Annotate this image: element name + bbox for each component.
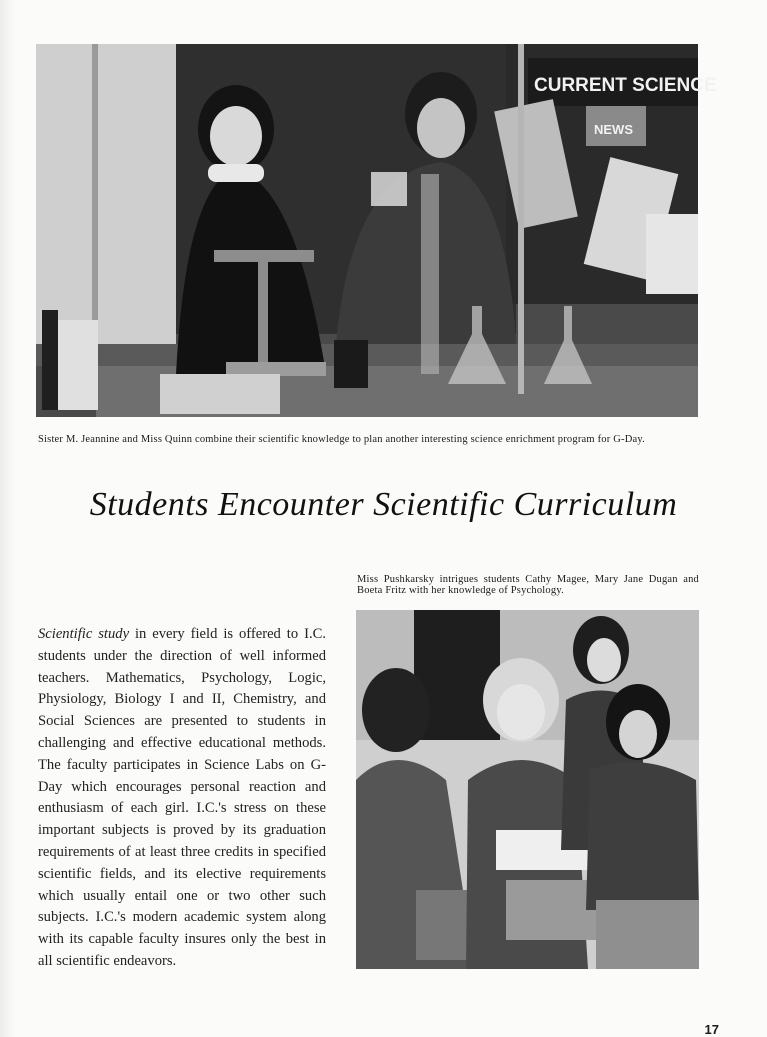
top-photo-caption: Sister M. Jeannine and Miss Quinn combine their scientific knowledge to plan another interesting science enrichment program for G-Day. — [38, 434, 645, 445]
article-lead: Scientific study — [38, 626, 130, 642]
page-title: Students Encounter Scientific Curriculum — [89, 486, 678, 523]
page-number: 17 — [704, 1022, 719, 1037]
article-text: in every field is offered to I.C. students under the direction of well informed teachers. Mathematics, Psychology, Logic, Physiology, Biology I and II, Chemistry, and Social Sciences are presented to students in challenging and effective educational methods. The faculty participates in Science Labs on G-Day which encourages personal reaction and enthusiasm of each girl. I.C.'s stress on these important subjects is proved by its graduation requirements of at least three credits in specified scientific fields, and its elective requirements which usually entail one or two other such subjects. I.C.'s modern academic system along with its capable faculty insures only the best in all scientific endeavors. — [38, 626, 326, 969]
psychology-class-photo — [356, 610, 699, 969]
science-lab-photo — [36, 44, 717, 417]
board-subheading-text: NEWS — [594, 122, 633, 137]
bottom-photo-caption: Miss Pushkarsky intrigues students Cathy Magee, Mary Jane Dugan and Boeta Fritz with her knowledge of Psychology. — [357, 574, 699, 596]
article-body — [38, 624, 326, 973]
board-heading-text: CURRENT SCIENCE — [534, 75, 717, 96]
